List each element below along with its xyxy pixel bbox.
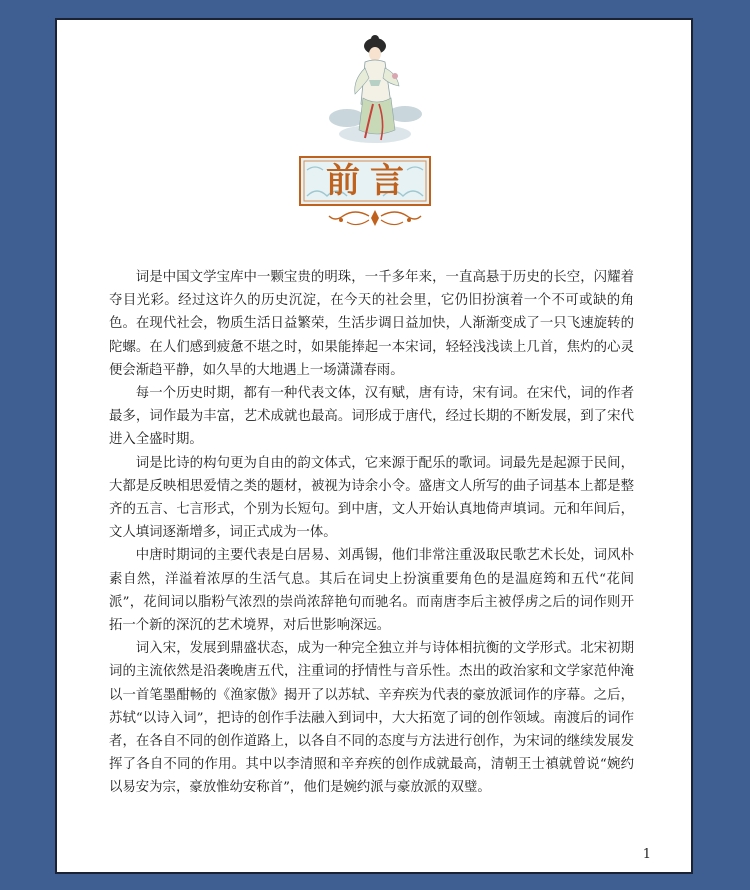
paragraph: 词是中国文学宝库中一颗宝贵的明珠，一千多年来，一直高悬于历史的长空，闪耀着夺目光彩。经过这许久的历史沉淀，在今天的社会里，它仍旧扮演着一个不可或缺的角色。在现代社会，物质生活日益繁荣，生活步调日益加快，人渐渐变成了一只飞速旋转的陀螺。在人们感到疲惫不堪之时，如果能捧起一本宋词，轻轻浅浅读上几首，焦灼的心灵便会渐趋平静，如久旱的大地遇上一场潇潇春雨。: [109, 270, 634, 378]
paragraph: 每一个历史时期，都有一种代表文体，汉有赋，唐有诗，宋有词。在宋代，词的作者最多，词作最为丰富，艺术成就也最高。词形成于唐代，经过长期的不断发展，到了宋代进入全盛时期。: [109, 386, 634, 448]
preface-body: [109, 266, 634, 800]
page: [55, 18, 693, 874]
paragraph: 词是比诗的构句更为自由的韵文体式，它来源于配乐的歌词。词最先是起源于民间，大都是反映相思爱情之类的题材，被视为诗余小令。盛唐文人所写的曲子词基本上都是整齐的五言、七言形式，个别为长短句。到中唐，文人开始认真地倚声填词。元和年间后，文人填词逐渐增多，词正式成为一体。: [109, 455, 634, 541]
page-number: 1: [642, 847, 651, 862]
page-title: 前言: [326, 161, 414, 201]
scroll-ornament-icon: [325, 206, 425, 230]
classical-lady-illustration: [325, 34, 425, 152]
paragraph: 中唐时期词的主要代表是白居易、刘禹锡，他们非常注重汲取民歌艺术长处，词风朴素自然，洋溢着浓厚的生活气息。其后在词史上扮演重要角色的是温庭筠和五代“花间派”，花间词以脂粉气浓烈的崇尚浓辞艳句而驰名。而南唐李后主被俘虏之后的词作则开拓一个新的深沉的艺术境界，对后世影响深远。: [109, 548, 634, 634]
paragraph: 词入宋，发展到鼎盛状态，成为一种完全独立并与诗体相抗衡的文学形式。北宋初期词的主流依然是沿袭晚唐五代，注重词的抒情性与音乐性。杰出的政治家和文学家范仲淹以一首笔墨酣畅的《渔家傲》揭开了以苏轼、辛弃疾为代表的豪放派词作的序幕。之后，苏轼“以诗入词”，把诗的创作手法融入到词中，大大拓宽了词的创作领域。南渡后的词作者，在各自不同的创作道路上，以各自不同的态度与方法进行创作，为宋词的继续发展发挥了各自不同的作用。其中以李清照和辛弃疾的创作成就最高，清朝王士禛就曾说“婉约以易安为宗，豪放惟幼安称首”，他们是婉约派与豪放派的双璧。: [109, 641, 634, 796]
